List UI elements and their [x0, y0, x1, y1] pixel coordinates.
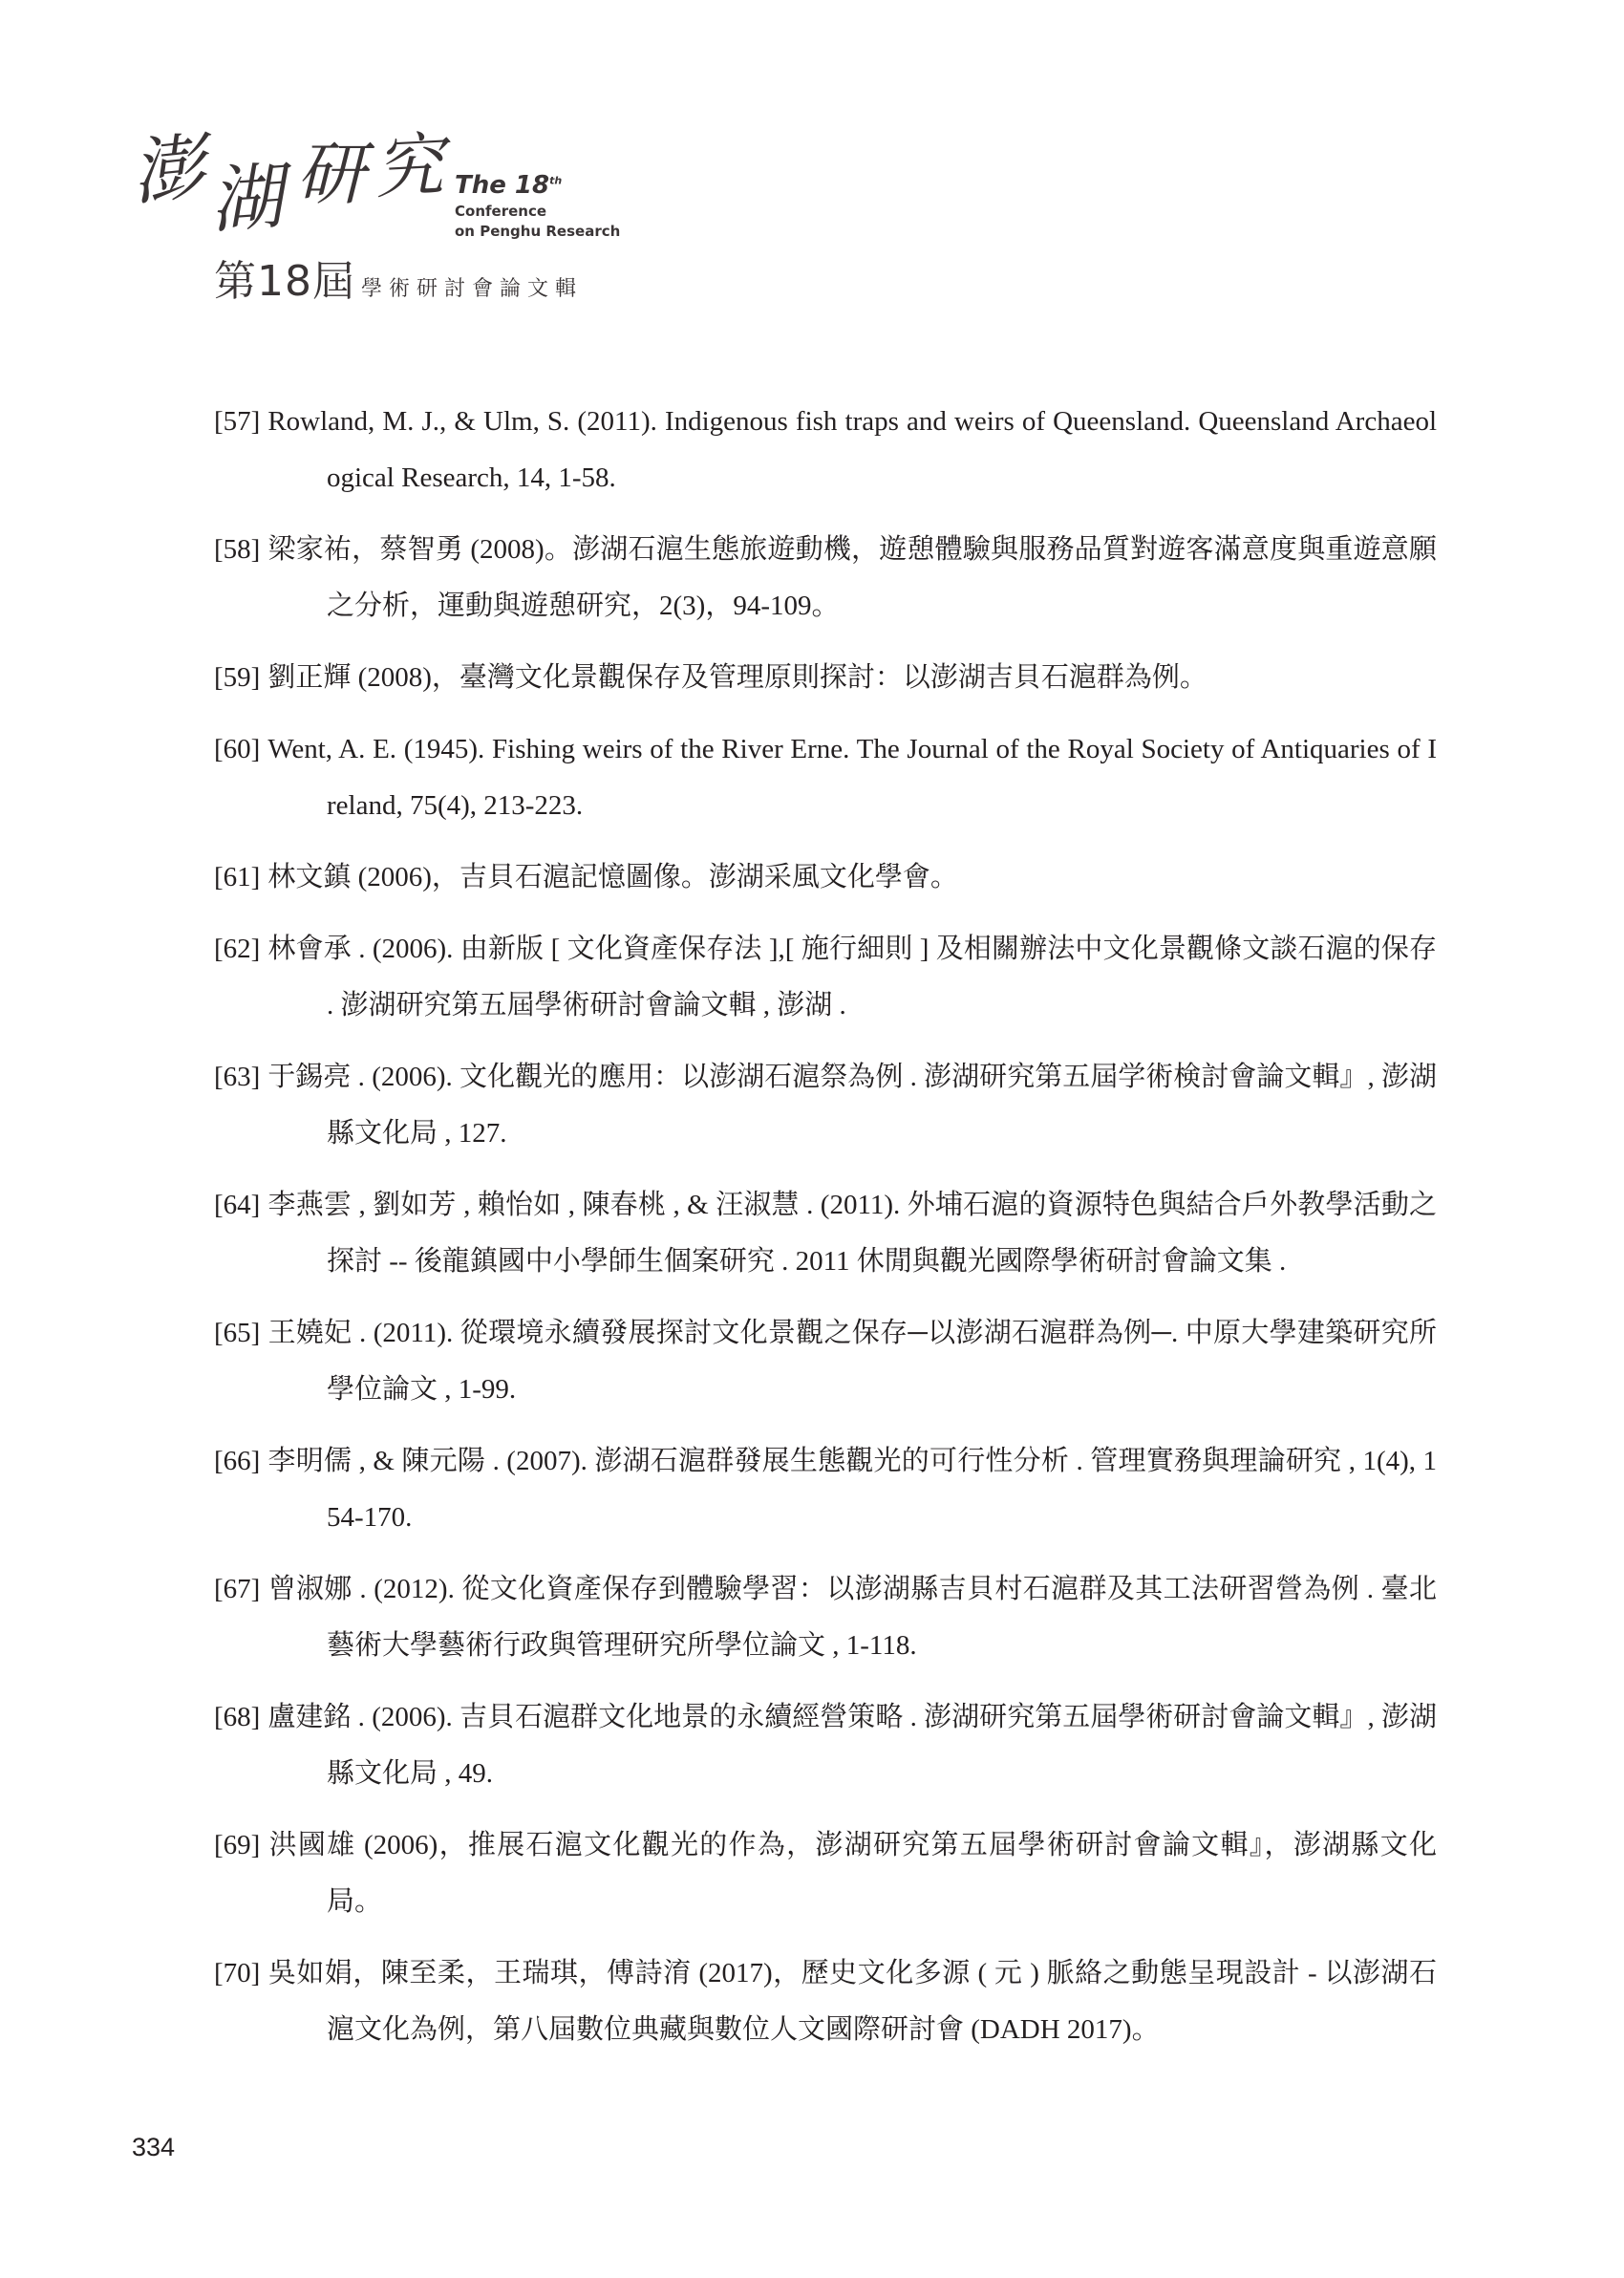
- masthead-english-title: [455, 170, 620, 202]
- masthead-char-1: 澎: [127, 123, 209, 216]
- reference-item: [214, 849, 1437, 906]
- reference-number: [57]: [214, 406, 261, 437]
- reference-item: [214, 522, 1437, 634]
- reference-item: [214, 1561, 1437, 1674]
- reference-item: [214, 1177, 1437, 1290]
- masthead-char-4: 究: [372, 124, 446, 208]
- reference-text: 洪國雄 (2006)，推展石滬文化觀光的作為，澎湖研究第五屆學術研討會論文輯』，澎湖縣文化局。: [267, 1830, 1437, 1917]
- reference-text: 林文鎮 (2006)，吉貝石滬記憶圖像。澎湖采風文化學會。: [267, 862, 958, 892]
- page-number: 334: [132, 2133, 176, 2161]
- reference-text: Went, A. E. (1945). Fishing weirs of the River Erne. The Journal of the Royal Society of Antiquaries of Ireland, 75(4), 213-223.: [267, 734, 1437, 821]
- masthead-english-sub-1: Conference: [455, 202, 547, 220]
- masthead-char-3: 研: [296, 134, 366, 214]
- reference-text: Rowland, M. J., & Ulm, S. (2011). Indigenous fish traps and weirs of Queensland. Queensland Archaeological Research, 14, 1-58.: [267, 406, 1437, 493]
- reference-text: 王嬈妃 . (2011). 從環境永續發展探討文化景觀之保存─以澎湖石滬群為例─. 中原大學建築研究所學位論文 , 1-99.: [267, 1318, 1437, 1405]
- reference-number: [64]: [214, 1190, 261, 1220]
- reference-text: 林會承 . (2006). 由新版 [ 文化資產保存法 ],[ 施行細則 ] 及相關辦法中文化景觀條文談石滬的保存 . 澎湖研究第五屆學術研討會論文輯 , 澎湖 .: [267, 934, 1437, 1021]
- masthead-english-title-text: The 18: [455, 171, 550, 200]
- reference-number: [60]: [214, 734, 261, 764]
- reference-number: [65]: [214, 1318, 261, 1348]
- reference-item: [214, 650, 1437, 706]
- reference-text: 梁家祐，蔡智勇 (2008)。澎湖石滬生態旅遊動機，遊憩體驗與服務品質對遊客滿意度與重遊意願之分析，運動與遊憩研究，2(3)，94-109。: [267, 534, 1437, 621]
- reference-item: [214, 1689, 1437, 1802]
- reference-text: 盧建銘 . (2006). 吉貝石滬群文化地景的永續經營策略 . 澎湖研究第五屆學術研討會論文輯』, 澎湖縣文化局 , 49.: [267, 1702, 1437, 1789]
- reference-number: [70]: [214, 1958, 261, 1988]
- masthead-session: [214, 247, 583, 308]
- reference-text: 曾淑娜 . (2012). 從文化資產保存到體驗學習：以澎湖縣吉貝村石滬群及其工法研習營為例 . 臺北藝術大學藝術行政與管理研究所學位論文 , 1-118.: [267, 1574, 1437, 1661]
- reference-text: 吳如娟，陳至柔，王瑞琪，傅詩淯 (2017)，歷史文化多源 ( 元 ) 脈絡之動態呈現設計 - 以澎湖石滬文化為例，第八屆數位典藏與數位人文國際研討會 (DADH 2017)。: [267, 1958, 1437, 2045]
- reference-number: [67]: [214, 1574, 261, 1604]
- masthead-char-2: 湖: [206, 153, 286, 244]
- masthead-english: [455, 170, 620, 243]
- reference-number: [58]: [214, 534, 261, 565]
- masthead-english-sub-2: on Penghu Research: [455, 223, 621, 241]
- reference-text: 劉正輝 (2008)，臺灣文化景觀保存及管理原則探討：以澎湖吉貝石滬群為例。: [267, 662, 1207, 693]
- reference-item: [214, 1049, 1437, 1162]
- reference-item: [214, 394, 1437, 506]
- reference-item: [214, 1817, 1437, 1930]
- reference-number: [61]: [214, 862, 261, 892]
- masthead-session-sub: 學術研討會論文輯: [361, 277, 584, 301]
- reference-item: [214, 1305, 1437, 1418]
- reference-item: [214, 1945, 1437, 2058]
- reference-item: [214, 721, 1437, 834]
- masthead-english-title-suffix: th: [549, 174, 563, 187]
- reference-number: [68]: [214, 1702, 261, 1732]
- reference-list: [214, 394, 1437, 2074]
- reference-text: 李明儒 , & 陳元陽 . (2007). 澎湖石滬群發展生態觀光的可行性分析 . 管理實務與理論研究 , 1(4), 154-170.: [267, 1446, 1437, 1533]
- reference-number: [66]: [214, 1446, 261, 1476]
- reference-item: [214, 921, 1437, 1034]
- reference-text: 于錫亮 . (2006). 文化觀光的應用：以澎湖石滬祭為例 . 澎湖研究第五屆学術検討會論文輯』, 澎湖縣文化局 , 127.: [267, 1062, 1437, 1149]
- reference-text: 李燕雲 , 劉如芳 , 賴怡如 , 陳春桃 , & 汪淑慧 . (2011). 外埔石滬的資源特色與結合戶外教學活動之探討 -- 後龍鎮國中小學師生個案研究 . 2011 休閒與觀光國際學術研討會論文集 .: [267, 1190, 1437, 1277]
- reference-number: [69]: [214, 1830, 261, 1860]
- reference-number: [63]: [214, 1062, 261, 1092]
- masthead-session-label: 第18屆: [214, 257, 355, 306]
- reference-number: [59]: [214, 662, 261, 693]
- reference-item: [214, 1433, 1437, 1546]
- reference-number: [62]: [214, 934, 261, 964]
- conference-masthead: [127, 123, 629, 306]
